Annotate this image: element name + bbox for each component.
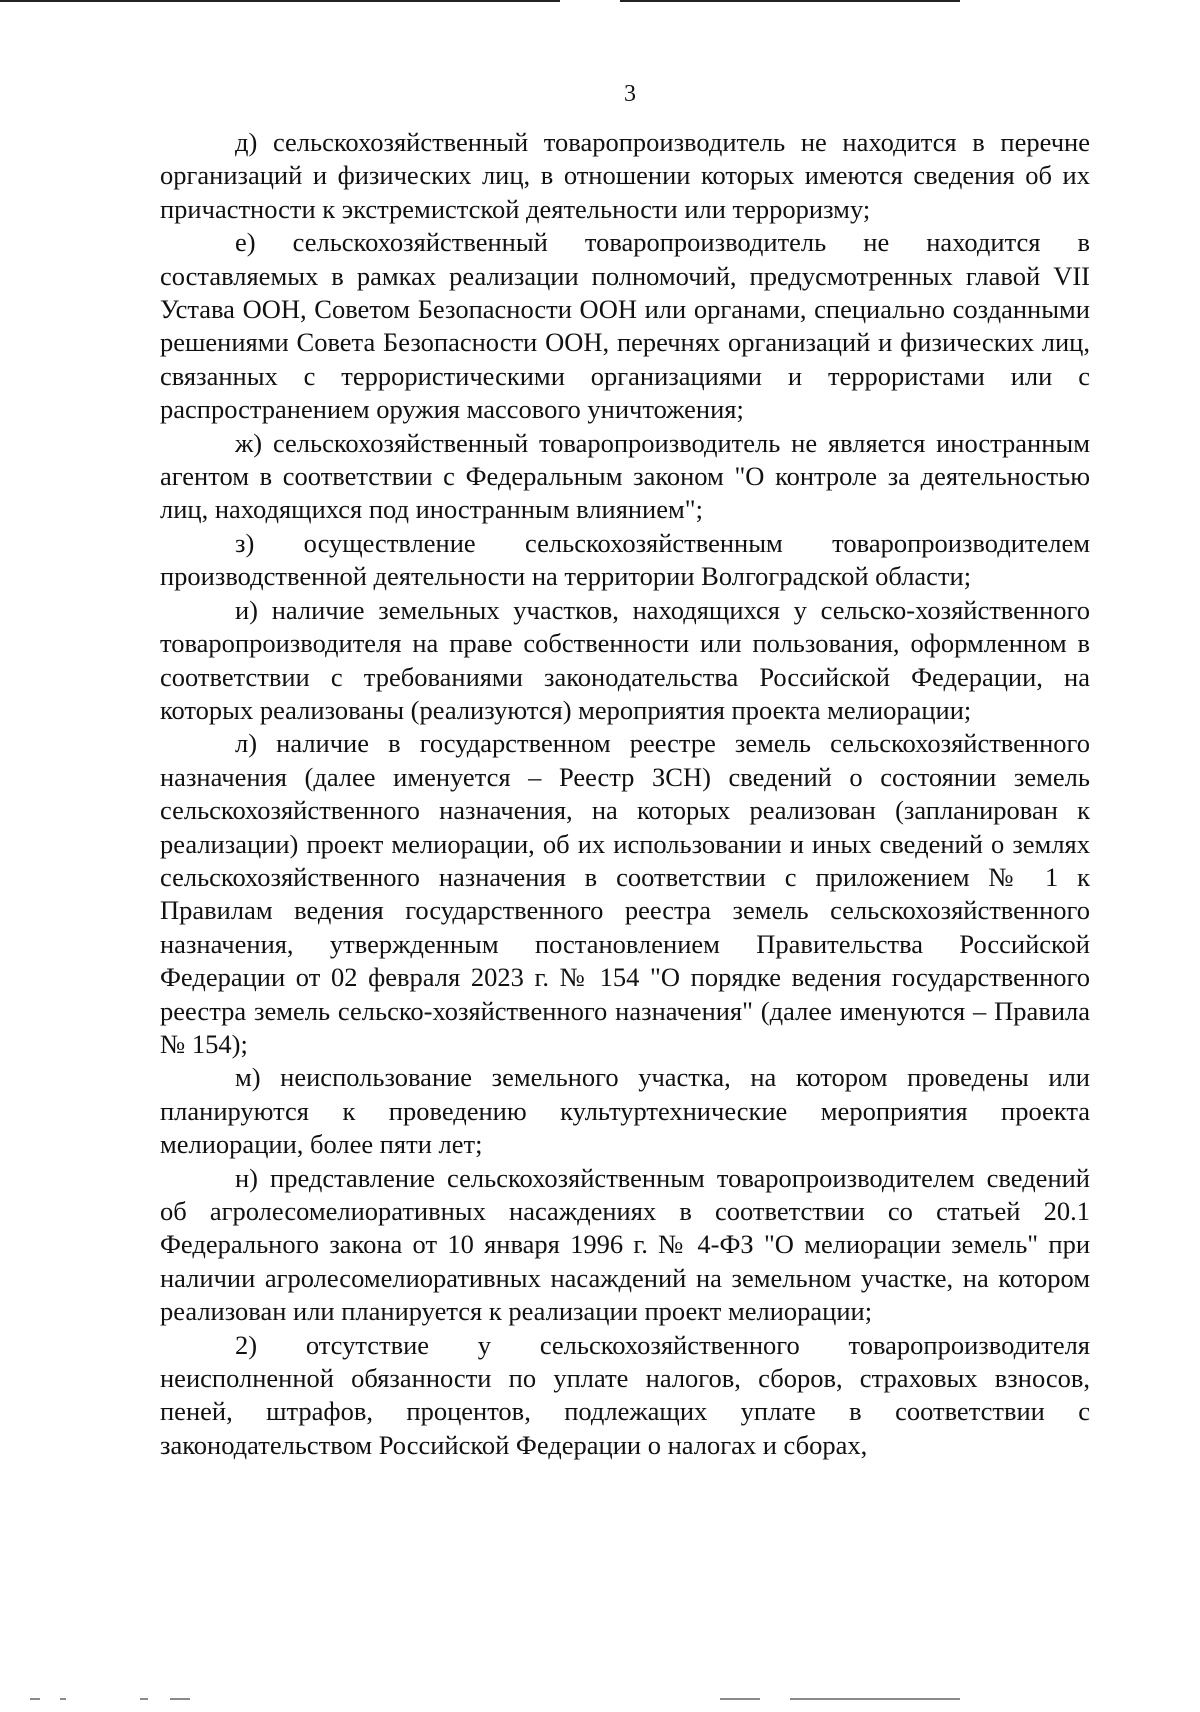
paragraph-i: и) наличие земельных участков, находящихся у сельско-хозяйственного товаропроизводителя на праве собственности или пользования, оформленном в соответствии с требованиями законодательства Российской Федерации, на которых реализованы (реализуются) мероприятия проекта мелиорации;: [160, 594, 1090, 725]
paragraph-zh: ж) сельскохозяйственный товаропроизводитель не является иностранным агентом в соответствии с Федеральным законом "О контроле за деятельностью лиц, находящихся под иностранным влиянием";: [160, 427, 1090, 525]
paragraph-m: м) неиспользование земельного участка, на котором проведены или планируются к проведению культуртехнические мероприятия проекта мелиорации, более пяти лет;: [160, 1062, 1090, 1160]
scan-speck: [170, 1698, 190, 1700]
scan-bottom-edge-marks: [0, 1698, 1200, 1702]
scan-speck: [60, 1698, 66, 1700]
page-number: 3: [624, 81, 636, 107]
scan-top-edge-line: [0, 0, 960, 2]
scan-speck: [140, 1698, 148, 1700]
paragraph-e: е) сельскохозяйственный товаропроизводитель не находится в составляемых в рамках реализации полномочий, предусмотренных главой VII Устава ООН, Советом Безопасности ООН или органами, специально созданными решениями Совета Безопасности ООН, перечнях организаций и физических лиц, связанных с террористическими организациями и террористами или с распространением оружия массового уничтожения;: [160, 227, 1090, 425]
document-body: [160, 126, 1090, 1462]
scan-speck: [720, 1698, 760, 1700]
paragraph-z: з) осуществление сельскохозяйственным товаропроизводителем производственной деятельности на территории Волгоградской области;: [160, 527, 1090, 592]
paragraph-2: 2) отсутствие у сельскохозяйственного товаропроизводителя неисполненной обязанности по уплате налогов, сборов, страховых взносов, пеней, штрафов, процентов, подлежащих уплате в соответствии с законодательством Российской Федерации о налогах и сборах,: [160, 1329, 1090, 1460]
paragraph-n: н) представление сельскохозяйственным товаропроизводителем сведений об агролесомелиоративных насаждениях в соответствии со статьей 20.1 Федерального закона от 10 января 1996 г. № 4-ФЗ "О мелиорации земель" при наличии агролесомелиоративных насаждений на земельном участке, на котором реализован или планируется к реализации проект мелиорации;: [160, 1162, 1090, 1327]
scan-speck: [30, 1698, 40, 1700]
scan-top-edge-gap: [560, 0, 620, 2]
scan-speck: [790, 1698, 960, 1700]
paragraph-d: д) сельскохозяйственный товаропроизводитель не находится в перечне организаций и физических лиц, в отношении которых имеются сведения об их причастности к экстремистской деятельности или терроризму;: [160, 127, 1090, 224]
paragraph-l: л) наличие в государственном реестре земель сельскохозяйственного назначения (далее именуется – Реестр ЗСН) сведений о состоянии земель сельскохозяйственного назначения, на которых реализован (запланирован к реализации) проект мелиорации, об их использовании и иных сведений о землях сельскохозяйственного назначения в соответствии с приложением № 1 к Правилам ведения государственного реестра земель сельскохозяйственного назначения, утвержденным постановлением Правительства Российской Федерации от 02 февраля 2023 г. № 154 "О порядке ведения государственного реестра земель сельско-хозяйственного назначения" (далее именуются – Правила № 154);: [160, 728, 1090, 1059]
